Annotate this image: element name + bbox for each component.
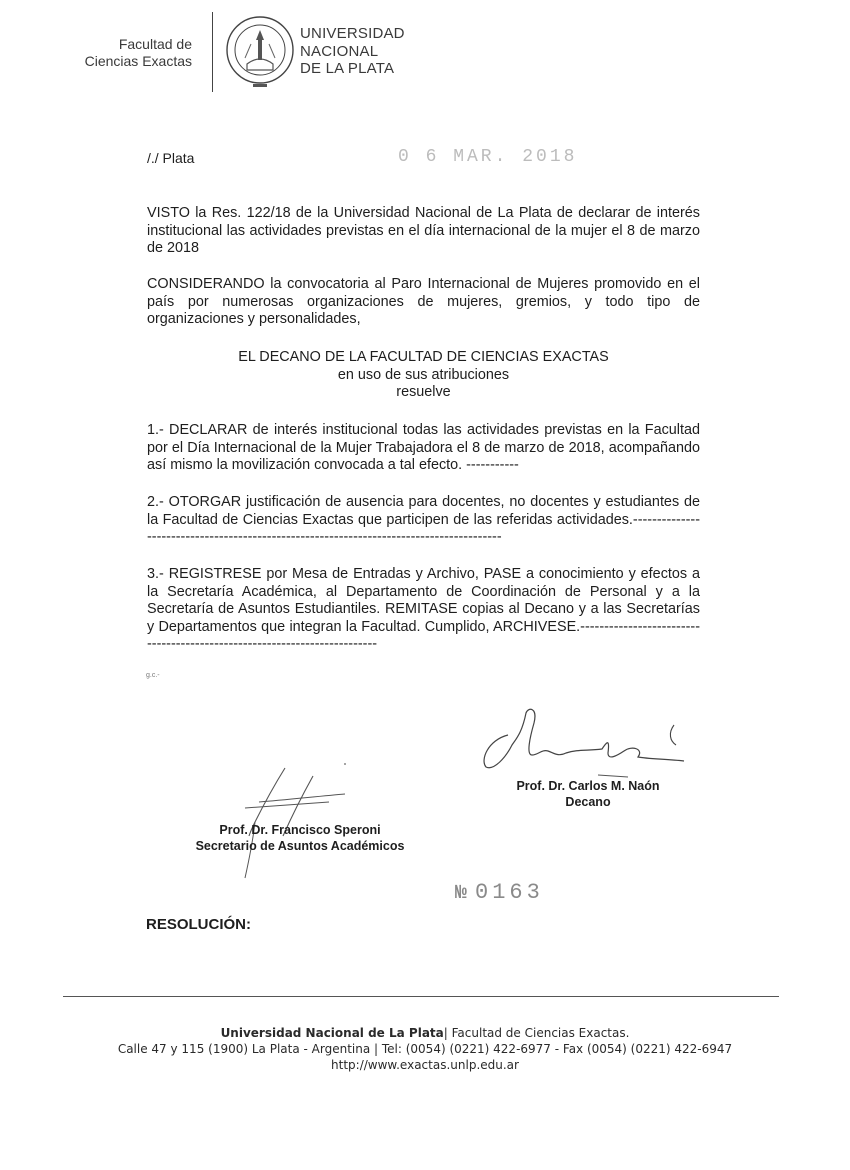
- footer: [0, 1025, 850, 1073]
- date-stamp: 0 6 MAR. 2018: [398, 147, 578, 167]
- initials: g.c.-: [146, 672, 160, 679]
- considerando-paragraph: CONSIDERANDO la convocatoria al Paro Internacional de Mujeres promovido en el país por numerosas organizaciones de mujeres, gremios, y todo tipo de organizaciones y personalidades,: [147, 276, 700, 327]
- decree-line-2: en uso de sus atribuciones: [337, 366, 510, 383]
- faculty-line-1: Facultad de: [118, 36, 192, 52]
- secretary-title: Secretario de Asuntos Académicos: [195, 839, 405, 853]
- footer-address: Calle 47 y 115 (1900) La Plata - Argentina | Tel: (0054) (0221) 422-6977 - Fax (0054) (0221) 422-6947: [117, 1042, 733, 1056]
- footer-line-1: [0, 1025, 850, 1041]
- secretary-signature-block: [180, 822, 420, 854]
- visto-paragraph: VISTO la Res. 122/18 de la Universidad Nacional de La Plata de declarar de interés institucional las actividades previstas en el día internacional de la mujer el 8 de marzo de 2018: [147, 205, 700, 256]
- decree-line-1: EL DECANO DE LA FACULTAD DE CIENCIAS EXACTAS: [238, 349, 609, 365]
- dean-title: Decano: [565, 795, 611, 809]
- decree-line-3: resuelve: [396, 384, 451, 400]
- article-2: 2.- OTORGAR justificación de ausencia para docentes, no docentes y estudiantes de la Facultad de Ciencias Exactas que participen de las referidas actividades.----------------------------------------------------------------------------------------: [147, 494, 700, 545]
- secretary-name: Prof. Dr. Francisco Speroni: [219, 823, 381, 837]
- dean-name: Prof. Dr. Carlos M. Naón: [516, 779, 660, 793]
- university-line-3: DE LA PLATA: [300, 60, 395, 77]
- article-1: 1.- DECLARAR de interés institucional todas las actividades previstas en la Facultad por el Día Internacional de la Mujer Trabajadora el 8 de marzo de 2018, acompañando así mismo la movilización convocada a tal efecto. -----------: [147, 422, 700, 473]
- faculty-name: [60, 36, 192, 70]
- decree-heading: [147, 349, 700, 402]
- footer-website: http://www.exactas.unlp.edu.ar: [331, 1058, 519, 1072]
- article-3: 3.- REGISTRESE por Mesa de Entradas y Archivo, PASE a conocimiento y efectos a la Secretaría Académica, al Departamento de Coordinación de Personal y a la Secretaría de Asuntos Estudiantiles. REMITASE copias al Decano y a las Secretarías y Departamentos que integran la Facultad. Cumplido, ARCHIVESE.-------------------------------------------------------------------------: [147, 566, 700, 652]
- footer-university: Universidad Nacional de La Plata: [220, 1026, 444, 1040]
- number-value: 0163: [475, 880, 544, 905]
- footer-faculty: | Facultad de Ciencias Exactas.: [443, 1026, 630, 1040]
- dean-signature-block: [488, 778, 688, 810]
- resolution-number-stamp: [455, 880, 544, 905]
- university-line-1: UNIVERSIDAD: [300, 25, 405, 42]
- footer-divider: [63, 996, 779, 997]
- university-seal-logo: [225, 14, 295, 95]
- header-divider: [212, 12, 213, 92]
- resolution-label: RESOLUCIÓN:: [146, 916, 251, 933]
- university-name: [300, 25, 405, 78]
- university-line-2: NACIONAL: [300, 42, 379, 60]
- faculty-line-2: Ciencias Exactas: [84, 53, 192, 69]
- place-label: /./ Plata: [147, 150, 195, 166]
- number-symbol: №: [455, 882, 468, 905]
